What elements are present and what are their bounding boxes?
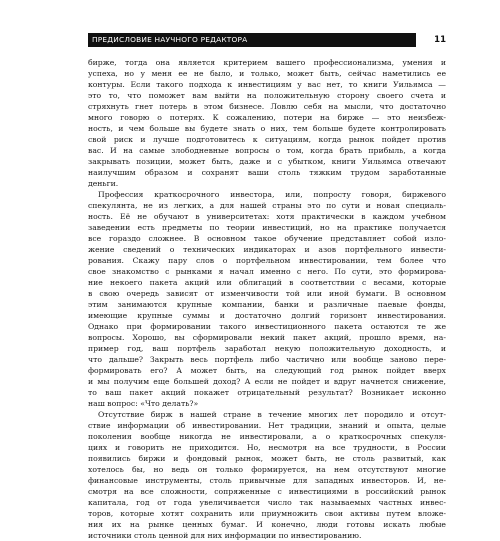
page-number: 11 xyxy=(434,35,446,45)
text-line: контуры. Если такого подхода к инвестициям у вас нет, то книги Уильямса — xyxy=(88,80,446,89)
text-line: источники столь ценной для них информации по инвестированию. xyxy=(88,531,362,540)
text-line: Однако при формировании такого инвестиционного пакета остаются те же xyxy=(88,322,446,331)
text-line: наш вопрос: «Что делать?» xyxy=(88,399,199,408)
text-line: рования. Скажу пару слов о портфельном инвестировании, тем более что xyxy=(88,256,446,265)
text-line: ния их на рынке ценных бумаг. И конечно, люди готовы искать любые xyxy=(88,520,446,529)
text-line: ствие информации об инвестировании. Нет традиции, знаний и опыта, целые xyxy=(88,421,446,430)
text-line: успеха, но у меня ее не было, и только, может быть, сейчас наметились ее xyxy=(88,69,446,78)
text-line: это то, что поможет вам выйти на положительную сторону своего счета и xyxy=(88,91,446,100)
text-line: деньги. xyxy=(88,179,119,188)
text-line: циях и говорить не приходится. Но, несмотря на все трудности, в России xyxy=(88,443,446,452)
text-line: торов, которые хотят сохранить или приумножить свои активы путем вложе- xyxy=(88,509,446,518)
paragraph xyxy=(88,57,446,189)
text-line: появились биржи и фондовый рынок, может быть, не столь развитый, как xyxy=(88,454,446,463)
body-text xyxy=(88,57,446,541)
text-line: вопросы. Хорошо, вы сформировали некий пакет акций, прошло время, на- xyxy=(88,333,446,342)
text-line: свой риск и лучше подготовитесь к ситуациям, когда рынок пойдет против xyxy=(88,135,446,144)
text-line: свое знакомство с рынками я начал именно с него. По сути, это формирова- xyxy=(88,267,446,276)
text-line: Профессия краткосрочного инвестора, или, попросту говоря, биржевого xyxy=(98,190,446,199)
paragraph xyxy=(88,409,446,541)
text-line: жение сведений о технических индикаторах и азов портфельного инвести- xyxy=(88,245,446,254)
text-line: ность. Её не обучают в университетах: хотя практически в каждом учебном xyxy=(88,212,446,221)
text-line: смотря на все сложности, сопряженные с инвестициями в российский рынок xyxy=(88,487,446,496)
text-line: стряхнуть гнет потерь в этом бизнесе. Ловлю себя на мысли, что достаточно xyxy=(88,102,446,111)
paragraph xyxy=(88,189,446,409)
text-line: что дальше? Закрыть весь портфель либо частично или вообще заново пере- xyxy=(88,355,446,364)
text-line: капитала, год от года увеличивается число так называемых частных инвес- xyxy=(88,498,446,507)
text-line: и мы получим еще большей доход? А если не пойдет и вдруг начнется снижение, xyxy=(88,377,446,386)
text-line: в свою очередь зависят от изменчивости той или иной бумаги. В основном xyxy=(88,289,446,298)
text-line: бирже, тогда она является критерием вашего профессионализма, умения и xyxy=(88,58,446,67)
text-line: много говорю о потерях. К сожалению, потери на бирже — это неизбеж- xyxy=(88,113,446,122)
text-line: ность, и чем больше вы будете знать о них, тем больше будете контролировать xyxy=(88,124,446,133)
text-line: спекулянта, не из легких, а для нашей страны это по сути и новая специаль- xyxy=(88,201,446,210)
text-line: закрывать позиции, может быть, даже и с убытком, книги Уильямса отвечают xyxy=(88,157,446,166)
text-line: формировать его? А может быть, на следующий год рынок пойдет вверх xyxy=(88,366,446,375)
text-line: пример год, ваш портфель заработал некую положительную доходность, и xyxy=(88,344,446,353)
text-line: то ваш пакет акций покажет отрицательный результат? Возникает исконно xyxy=(88,388,446,397)
text-line: ние некоего пакета акций или облигаций в соответствии с весами, которые xyxy=(88,278,446,287)
running-header: ПРЕДИСЛОВИЕ НАУЧНОГО РЕДАКТОРА xyxy=(88,33,416,47)
text-line: все гораздо сложнее. В основном такое обучение представляет собой изло- xyxy=(88,234,446,243)
text-line: финансовые инструменты, столь привычные для западных инвесторов. И, не- xyxy=(88,476,446,485)
text-line: поколения вообще никогда не инвестировали, а о краткосрочных спекуля- xyxy=(88,432,446,441)
text-line: хотелось бы, но ведь он только формируется, на нем отсутствуют многие xyxy=(88,465,446,474)
text-line: заведении есть предметы по теории инвестиций, но на практике получается xyxy=(88,223,446,232)
text-line: этим занимаются крупные компании, банки и различные паевые фонды, xyxy=(88,300,446,309)
text-line: Отсутствие бирж в нашей стране в течение многих лет породило и отсут- xyxy=(98,410,446,419)
text-line: вас. И на самые злободневные вопросы о том, когда брать прибыль, а когда xyxy=(88,146,446,155)
text-line: имеющие крупные суммы и достаточно долгий горизонт инвестирования. xyxy=(88,311,446,320)
text-line: наилучшим образом и сохранят ваши столь тяжким трудом заработанные xyxy=(88,168,446,177)
